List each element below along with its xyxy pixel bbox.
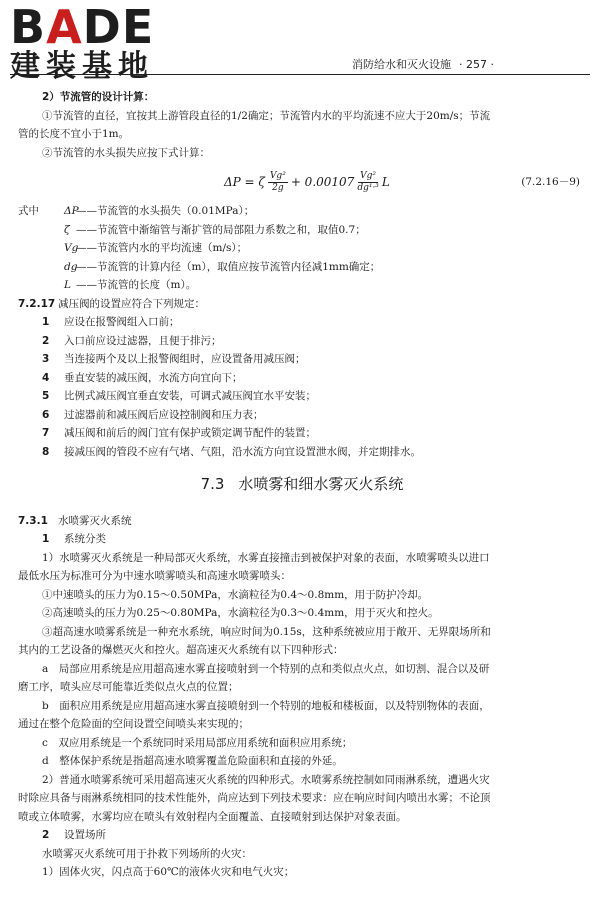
paragraph: 喷或立体喷雾，水雾均应在喷头有效射程内全面覆盖、直接喷射到达保护对象表面。: [18, 810, 407, 823]
page-body: [18, 88, 586, 882]
fraction: $\frac{\text{Vg²}}{\text{dg¹·³}}$: [357, 170, 379, 193]
list-item: 1 应设在报警阀组入口前；: [42, 316, 180, 328]
running-header: [352, 56, 494, 72]
paragraph: 通过在整个危险面的空间设置空间喷头来实现的；: [18, 718, 249, 730]
paragraph: 其内的工艺设备的爆燃灭火和控火。超高速灭火系统有以下四种形式：: [18, 644, 344, 656]
formula-number: (7.2.16－9): [521, 175, 580, 188]
paragraph: 磨工序，喷头应尽可能靠近类似点火点的位置；: [18, 681, 239, 693]
throttle-heading: 2）节流管的设计计算：: [42, 91, 155, 103]
paragraph: 水喷雾灭火系统可用于扑救下列场所的火灾：: [42, 847, 252, 860]
formula-expression: ΔP = ζ $\frac{\text{Vg²}}{2g}$ + 0.00107 $\frac{\text{Vg²}}{\text{dg¹·³}}$ L: [224, 170, 390, 193]
subsection-heading: 1 系统分类: [42, 533, 106, 545]
paragraph: ③超高速水喷雾系统是一种充水系统，响应时间为0.15s，这种系统被应用于敞开、无界限场所和: [42, 625, 491, 638]
symbol-row: L ——节流管的长度（m）。: [64, 279, 197, 291]
page-number: · 257 ·: [459, 58, 494, 71]
section-title: 7.3 水喷雾和细水雾灭火系统: [200, 475, 404, 493]
symbol-row: ζ ——节流管中渐缩管与渐扩管的局部阻力系数之和，取值0.7；: [64, 223, 366, 236]
paragraph: 管的长度不宜小于1m。: [18, 128, 130, 140]
logo-chinese: 建装基地: [10, 49, 154, 84]
list-item: 2 入口前应设过滤器，且便于排污；: [42, 334, 222, 347]
formula-7-2-16-9: [18, 162, 586, 202]
paragraph: ①节流管的直径，宜按其上游管段直径的1/2确定；节流管内水的平均流速不应大于20m/s；节流: [42, 109, 491, 122]
paragraph: 时除应具备与雨淋系统相同的技术性能外，尚应达到下列技术要求：应在响应时间内喷出水雾；不论顶: [18, 792, 491, 804]
fraction: $\frac{\text{Vg²}}{2g}$: [269, 170, 286, 193]
paragraph: 1）固体火灾，闪点高于60℃的液体火灾和电气火灾；: [42, 866, 295, 878]
paragraph: c 双应用系统是一个系统同时采用局部应用系统和面积应用系统；: [42, 736, 353, 749]
list-item: 6 过滤器前和减压阀后应设控制阀和压力表；: [42, 408, 264, 421]
symbol-row: dg ——节流管的计算内径（m），取值应按节流管内径减1mm确定；: [64, 260, 381, 273]
paragraph: 最低水压为标准可分为中速水喷雾喷头和高速水喷雾喷头：: [18, 570, 291, 582]
paragraph: d 整体保护系统是指超高速水喷雾覆盖危险面积和直接的外延。: [42, 755, 343, 767]
list-item: 8 接减压阀的管段不应有气堵、气阻，沿水流方向宜设置泄水阀，并定期排水。: [42, 445, 421, 458]
clause-7-2-17: 7.2.17 减压阀的设置应符合下列规定：: [18, 297, 205, 310]
header-rule: [10, 74, 590, 75]
subsection-heading: 2 设置场所: [42, 829, 106, 841]
paragraph: 2）普通水喷雾系统可采用超高速灭火系统的四种形式。水喷雾系统控制如同雨淋系统，遭遇火灾: [42, 773, 490, 786]
symbol-row: 式中 ΔP ——节流管的水头损失（0.01MPa）；: [18, 205, 255, 217]
paragraph: ②高速喷头的压力为0.25～0.80MPa，水滴粒径为0.3～0.4mm，用于灭火和控火。: [42, 607, 439, 619]
paragraph: 1）水喷雾灭火系统是一种局部灭火系统，水雾直接撞击到被保护对象的表面，水喷雾喷头以进口: [42, 551, 490, 564]
symbol-row: Vg ——节流管内水的平均流速（m/s）；: [64, 242, 248, 254]
paragraph: ②节流管的水头损失应按下式计算：: [42, 146, 210, 159]
logo-latin: BADE: [10, 0, 155, 54]
clause-7-3-1: 7.3.1 水喷雾灭火系统: [18, 514, 132, 527]
list-item: 5 比例式减压阀宜垂直安装，可调式减压阀宜水平安装；: [42, 390, 316, 402]
list-item: 3 当连接两个及以上报警阀组时，应设置备用减压阀；: [42, 353, 306, 365]
paragraph: a 局部应用系统是应用超高速水雾直接喷射到一个特别的点和类似点火点，如切割、混合以及研: [42, 662, 490, 675]
list-item: 4 垂直安装的减压阀，水流方向宜向下；: [42, 371, 243, 384]
paragraph: b 面积应用系统是应用超高速水雾直接喷射到一个特别的地板和楼板面，以及特别物体的表面，: [42, 699, 490, 712]
list-item: 7 减压阀和前后的阀门宜有保护或锁定调节配件的装置；: [42, 427, 316, 439]
paragraph: ①中速喷头的压力为0.15～0.50MPa，水滴粒径为0.4～0.8mm，用于防护冷却。: [42, 588, 429, 601]
running-title: 消防给水和灭火设施: [352, 58, 451, 71]
